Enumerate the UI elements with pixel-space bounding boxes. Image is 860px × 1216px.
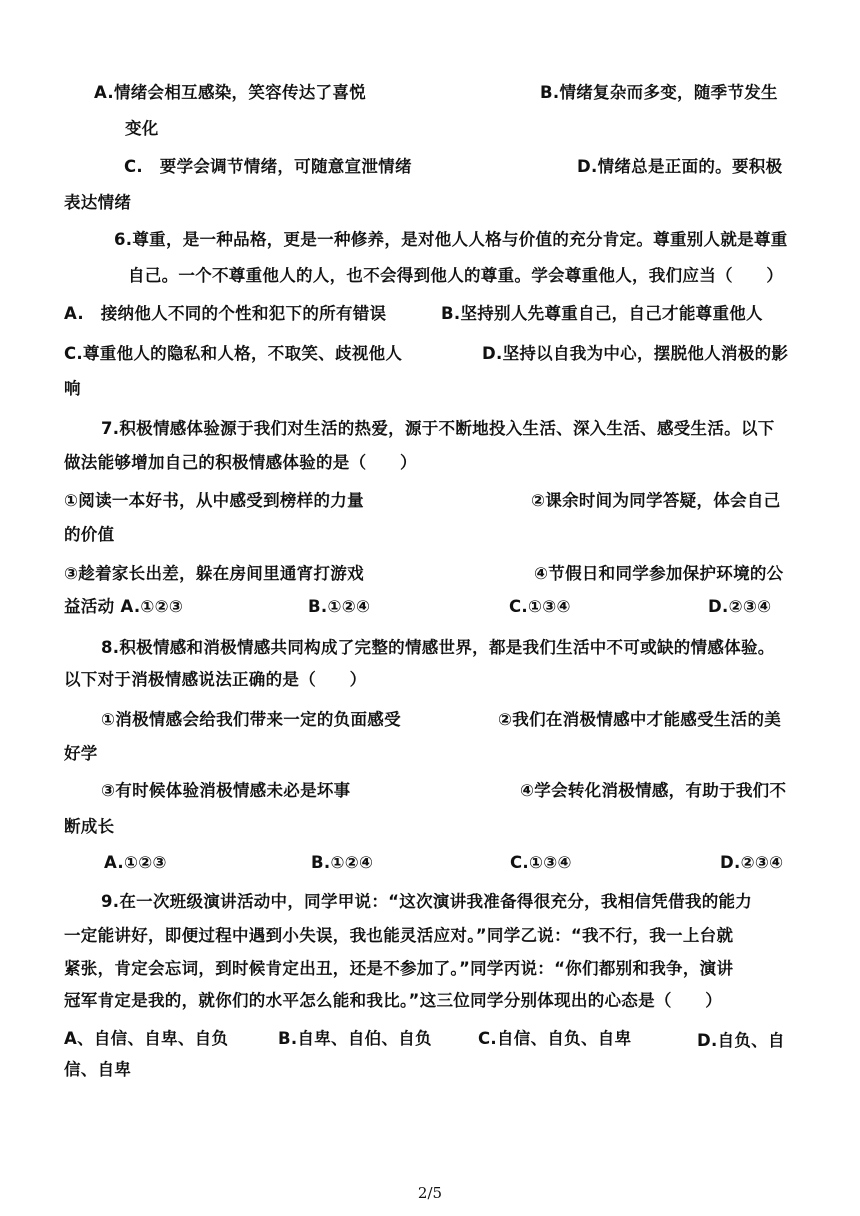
q6-option-d: D.坚持以自我为中心，摆脱他人消极的影 [482,344,789,363]
q6-option-b: B.坚持别人先尊重自己，自己才能尊重他人 [441,304,763,323]
q7-statement-3: ③趁着家长出差，躲在房间里通宵打游戏 [64,564,364,583]
q6-option-c: C.尊重他人的隐私和人格，不取笑、歧视他人 [64,344,403,363]
q8-statement-2-cont: 好学 [64,744,98,763]
q7-statement-4: ④节假日和同学参加保护环境的公 [534,564,784,583]
q8-statement-4: ④学会转化消极情感，有助于我们不 [520,781,787,800]
q5-option-c: C. 要学会调节情绪，可随意宣泄情绪 [124,157,412,176]
q6-stem-line2: 自己。一个不尊重他人的人，也不会得到他人的尊重。学会尊重他人，我们应当（ ） [128,266,784,285]
q7-option-d: D.②③④ [708,597,772,616]
q7-statement-2: ②课余时间为同学答疑，体会自己 [531,491,781,510]
q5-option-a: A.情绪会相互感染，笑容传达了喜悦 [94,83,366,102]
q6-option-d-cont: 响 [64,379,81,398]
q9-stem-line1: 9.在一次班级演讲活动中，同学甲说：“这次演讲我准备得很充分，我相信凭借我的能力 [101,892,753,911]
q9-stem-line2: 一定能讲好，即便过程中遇到小失误，我也能灵活应对。”同学乙说：“我不行，我一上台就 [64,926,734,945]
page-number: 2/5 [417,1184,443,1202]
q5-option-b-cont: 变化 [125,119,159,138]
q7-option-c: C.①③④ [509,597,571,616]
q7-statement-2-cont: 的价值 [64,525,115,544]
q5-option-d: D.情绪总是正面的。要积极 [577,157,783,176]
q8-statement-4-cont: 断成长 [64,817,115,836]
q6-option-a: A. 接纳他人不同的个性和犯下的所有错误 [64,304,387,323]
q9-option-c: C.自信、自负、自卑 [478,1029,632,1048]
q5-option-b: B.情绪复杂而多变，随季节发生 [540,83,778,102]
q9-stem-line3: 紧张，肯定会忘词，到时候肯定出丑，还是不参加了。”同学丙说：“你们都别和我争，演讲 [64,959,734,978]
q8-statement-1: ①消极情感会给我们带来一定的负面感受 [101,710,401,729]
q8-option-a: A.①②③ [104,853,167,872]
q8-option-c: C.①③④ [510,853,572,872]
q5-option-d-cont: 表达情绪 [64,193,132,212]
q8-stem-line1: 8.积极情感和消极情感共同构成了完整的情感世界，都是我们生活中不可或缺的情感体验。 [101,638,775,657]
q8-statement-3: ③有时候体验消极情感未必是坏事 [101,781,351,800]
q8-statement-2: ②我们在消极情感中才能感受生活的美 [498,710,782,729]
q9-stem-line4: 冠军肯定是我的，就你们的水平怎么能和我比。”这三位同学分别体现出的心态是（ ） [64,991,723,1010]
q7-option-b: B.①②④ [308,597,371,616]
q7-stem-line1: 7.积极情感体验源于我们对生活的热爱，源于不断地投入生活、深入生活、感受生活。以下 [101,419,775,438]
q7-stem-line2: 做法能够增加自己的积极情感体验的是（ ） [64,453,417,472]
q6-stem-line1: 6.尊重，是一种品格，更是一种修养，是对他人人格与价值的充分肯定。尊重别人就是尊重 [114,230,788,249]
q8-option-b: B.①②④ [311,853,374,872]
q7-statement-1: ①阅读一本好书，从中感受到榜样的力量 [64,491,364,510]
q9-option-a: A、自信、自卑、自负 [64,1029,229,1048]
q9-option-d: D.自负、自 [697,1031,785,1050]
q8-option-d: D.②③④ [720,853,784,872]
q9-option-d-cont: 信、自卑 [64,1060,132,1079]
q9-option-b: B.自卑、自伯、自负 [278,1029,432,1048]
q7-statement-4-cont-option-a: 益活动 A.①②③ [64,597,184,616]
q8-stem-line2: 以下对于消极情感说法正确的是（ ） [64,670,367,689]
